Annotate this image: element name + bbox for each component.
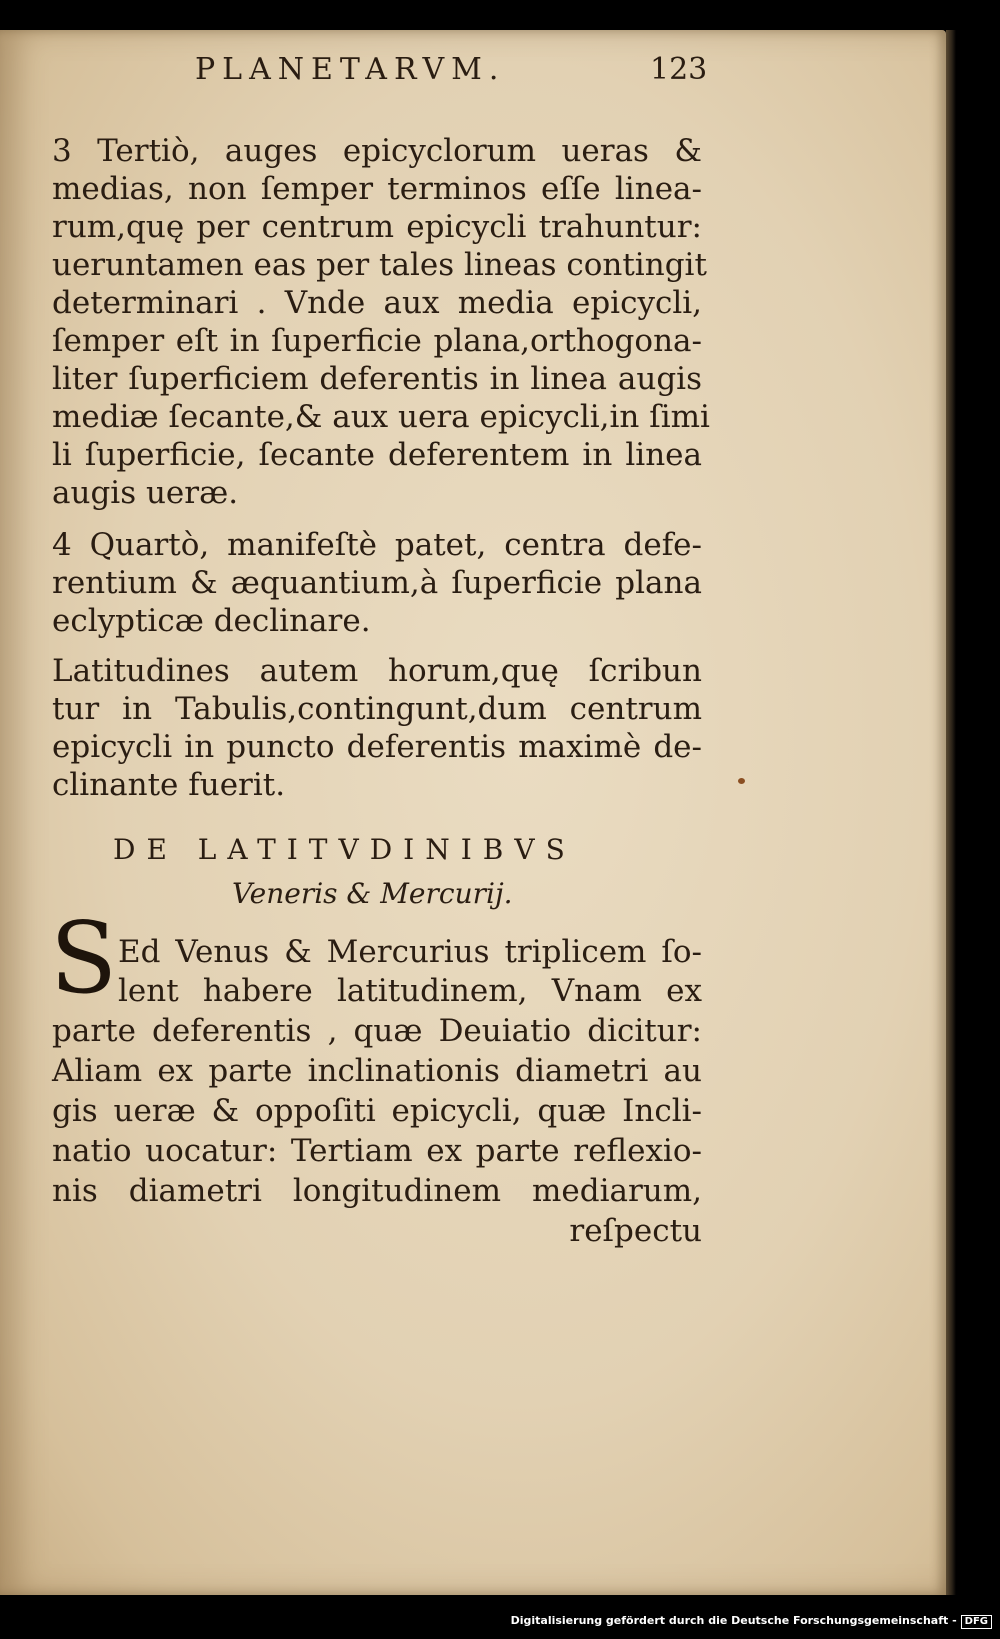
text-line: natio uocatur: Tertiam ex parte reflexio- [52,1133,702,1169]
text-line: gis ueræ & oppoſiti epicycli, quæ Incli- [52,1093,702,1129]
text-line: rentium & æquantium,à ſuperficie plana [52,565,702,601]
text-line: parte deferentis , quæ Deuiatio dicitur: [52,1013,702,1049]
text-line: rum,quę per centrum epicycli trahuntur: [52,209,702,245]
text-line: ueruntamen eas per tales lineas contingit [52,247,707,283]
text-line: medias, non ſemper terminos eſſe linea- [52,171,702,207]
section-subheading: Veneris & Mercurij. [232,877,513,910]
text-line: clinante fuerit. [52,767,286,803]
text-line: epicycli in puncto deferentis maximè de- [52,729,702,765]
text-line: lent habere latitudinem, Vnam ex [118,973,702,1009]
section-heading: DE LATITVDINIBVS [113,833,576,866]
catchword: reſpectu [569,1213,702,1249]
text-line: 4 Quartò, manifeſtè patet, centra defe- [52,527,702,563]
text-line: ſemper eſt in ſuperficie plana,orthogona- [52,323,702,359]
text-line: Latitudines autem horum,quę ſcribun [52,653,702,689]
drop-cap: S [50,902,118,1016]
text-line: eclypticæ declinare. [52,603,371,639]
text-line: liter ſuperficiem deferentis in linea augis [52,361,702,397]
footer-text: Digitalisierung gefördert durch die Deutsche Forschungsgemeinschaft - [510,1614,957,1627]
text-line: Ed Venus & Mercurius triplicem ſo- [118,934,702,970]
page-number: 123 [650,52,708,87]
text-line: mediæ ſecante,& aux uera epicycli,in ſimi [52,399,710,435]
text-line: li ſuperficie, ſecante deferentem in linea [52,437,702,473]
text-line: tur in Tabulis,contingunt,dum centrum [52,691,702,727]
text-line: augis ueræ. [52,475,239,511]
running-head: PLANETARVM. [195,52,506,87]
digitization-footer [511,1614,992,1629]
page-edge [946,30,956,1595]
text-line: 3 Tertiò, auges epicyclorum ueras & [52,133,702,169]
text-line: determinari . Vnde aux media epicycli, [52,285,702,321]
text-line: nis diametri longitudinem mediarum, [52,1173,702,1209]
text-line: Aliam ex parte inclinationis diametri au [52,1053,702,1089]
dfg-logo: DFG [961,1615,992,1629]
